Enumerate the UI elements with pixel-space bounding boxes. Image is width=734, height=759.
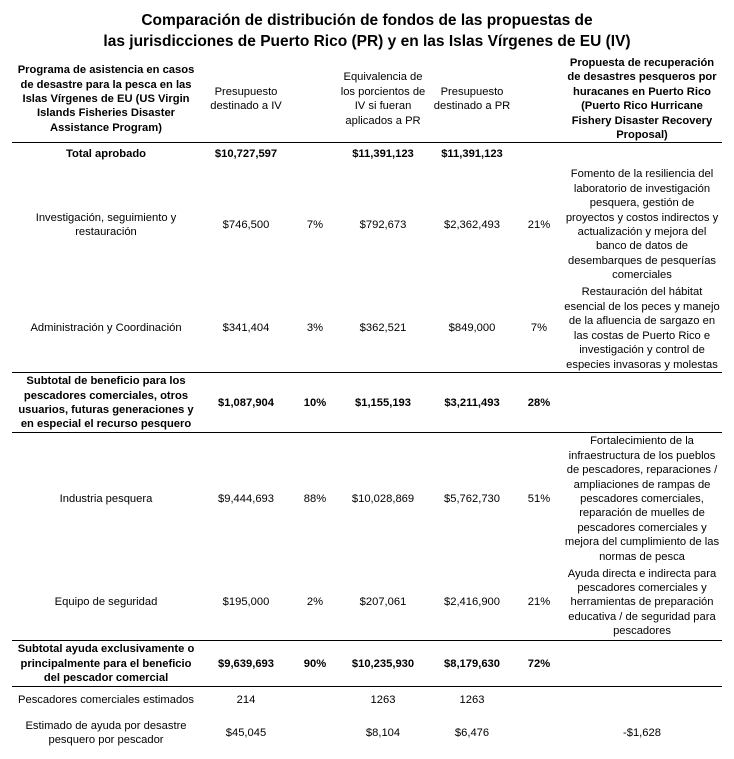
row-label: Total aprobado [66, 147, 146, 160]
pr-percent: 51% [527, 492, 551, 505]
pr-percent: 28% [516, 373, 562, 433]
table-row [12, 565, 722, 641]
equivalence-value: 1263 [370, 693, 396, 706]
table-row [12, 373, 722, 433]
iv-value: $1,087,904 [200, 373, 292, 433]
pr-value: $849,000 [448, 322, 496, 335]
equivalence-value: $362,521 [359, 322, 407, 335]
iv-value: 214 [236, 693, 256, 706]
table-row [12, 285, 722, 373]
proposal-description: Fortalecimiento de la infraestructura de los pueblos de pescadores, reparaciones / ampliaciones de rampas de pescadores comerciales, reparación de muelles de pescadores comerciales y mejora del cumplimiento de las normas de pesca [564, 435, 720, 563]
row-label: Administración y Coordinación [30, 322, 182, 335]
equivalence-value: $207,061 [359, 596, 407, 609]
table-row [12, 713, 722, 753]
equivalence-value: $792,673 [359, 218, 407, 231]
row-label: Equipo de seguridad [54, 596, 158, 609]
row-label: Investigación, seguimiento y restauración [35, 211, 177, 238]
row-label: Pescadores comerciales estimados [18, 693, 194, 706]
header-proposal: Propuesta de recuperación de desastres pesqueros por huracanes en Puerto Rico (Puerto Rico Hurricane Fishery Disaster Recovery Proposal) [562, 56, 722, 143]
iv-percent: 10% [292, 373, 338, 433]
proposal-description: -$1,628 [623, 726, 661, 739]
header-equivalence: Equivalencia de los porcientos de IV si fueran aplicados a PR [338, 56, 428, 143]
iv-value: $9,639,693 [200, 641, 292, 687]
table-row [12, 143, 722, 165]
iv-value: $341,404 [222, 322, 270, 335]
proposal-description [562, 143, 722, 165]
header-row [12, 56, 722, 143]
proposal-description: Ayuda directa e indirecta para pescadores comerciales y herramientas de preparación educativa / de seguridad para pescadores [567, 567, 717, 638]
proposal-description: Fomento de la resiliencia del laboratorio de investigación pesquera, gestión de proyectos y costos indirectos y actualización y mejora del banco de datos de desembarques de pesquerías comerciales [565, 168, 719, 282]
row-label: Subtotal de beneficio para los pescadores comerciales, otros usuarios, futuras generaciones y en especial el recurso pesquero [12, 373, 200, 433]
pr-value: $11,391,123 [441, 147, 503, 160]
pr-value: $8,179,630 [428, 641, 516, 687]
iv-percent: 3% [306, 322, 324, 335]
pr-percent [516, 687, 562, 713]
iv-percent: 90% [292, 641, 338, 687]
comparison-table [12, 56, 722, 753]
row-label: Estimado de ayuda por desastre pesquero por pescador [25, 719, 187, 746]
pr-value: $3,211,493 [428, 373, 516, 433]
header-empty-2 [516, 56, 562, 143]
iv-percent [292, 687, 338, 713]
pr-percent: 21% [527, 596, 551, 609]
iv-percent: 7% [306, 218, 324, 231]
table-row [12, 433, 722, 565]
iv-value: $45,045 [225, 726, 267, 739]
equivalence-value: $8,104 [365, 726, 401, 739]
header-program: Programa de asistencia en casos de desastre para la pesca en las Islas Vírgenes de EU (US Virgin Islands Fisheries Disaster Assistance Program) [12, 56, 200, 143]
pr-value: $2,362,493 [444, 218, 500, 231]
title-line-1: Comparación de distribución de fondos de las propuestas de [141, 12, 593, 29]
iv-value: $10,727,597 [214, 147, 278, 160]
equivalence-value: $10,028,869 [351, 492, 415, 505]
proposal-description [562, 373, 722, 433]
equivalence-value: $11,391,123 [352, 147, 414, 160]
row-label: Subtotal ayuda exclusivamente o principalmente para el beneficio del pescador comercial [12, 641, 200, 687]
header-empty-1 [292, 56, 338, 143]
table-row [12, 165, 722, 285]
pr-value: $2,416,900 [444, 596, 500, 609]
iv-percent [292, 713, 338, 753]
iv-percent: 88% [303, 492, 327, 505]
iv-percent [292, 143, 338, 165]
title-line-2: las jurisdicciones de Puerto Rico (PR) y en las Islas Vírgenes de EU (IV) [103, 33, 631, 50]
document-title [0, 10, 734, 52]
table-row [12, 687, 722, 713]
proposal-description [562, 687, 722, 713]
row-label: Industria pesquera [59, 492, 153, 505]
iv-value: $195,000 [222, 596, 270, 609]
pr-value: $6,476 [454, 726, 490, 739]
pr-percent: 21% [527, 218, 551, 231]
pr-value: $5,762,730 [444, 492, 500, 505]
proposal-description [562, 641, 722, 687]
pr-percent: 7% [530, 322, 548, 335]
header-iv-budget: Presupuesto destinado a IV [200, 56, 292, 143]
header-pr-budget: Presupuesto destinado a PR [428, 56, 516, 143]
iv-value: $746,500 [222, 218, 270, 231]
equivalence-value: $10,235,930 [338, 641, 428, 687]
pr-percent [516, 713, 562, 753]
equivalence-value: $1,155,193 [338, 373, 428, 433]
pr-percent: 72% [516, 641, 562, 687]
proposal-description: Restauración del hábitat esencial de los peces y manejo de la afluencia de sargazo en las costas de Puerto Rico e investigación y control de especies invasoras y molestas [564, 286, 720, 371]
iv-value: $9,444,693 [218, 492, 274, 505]
iv-percent: 2% [306, 596, 324, 609]
pr-value: 1263 [459, 693, 485, 706]
table-row [12, 641, 722, 687]
pr-percent [516, 143, 562, 165]
